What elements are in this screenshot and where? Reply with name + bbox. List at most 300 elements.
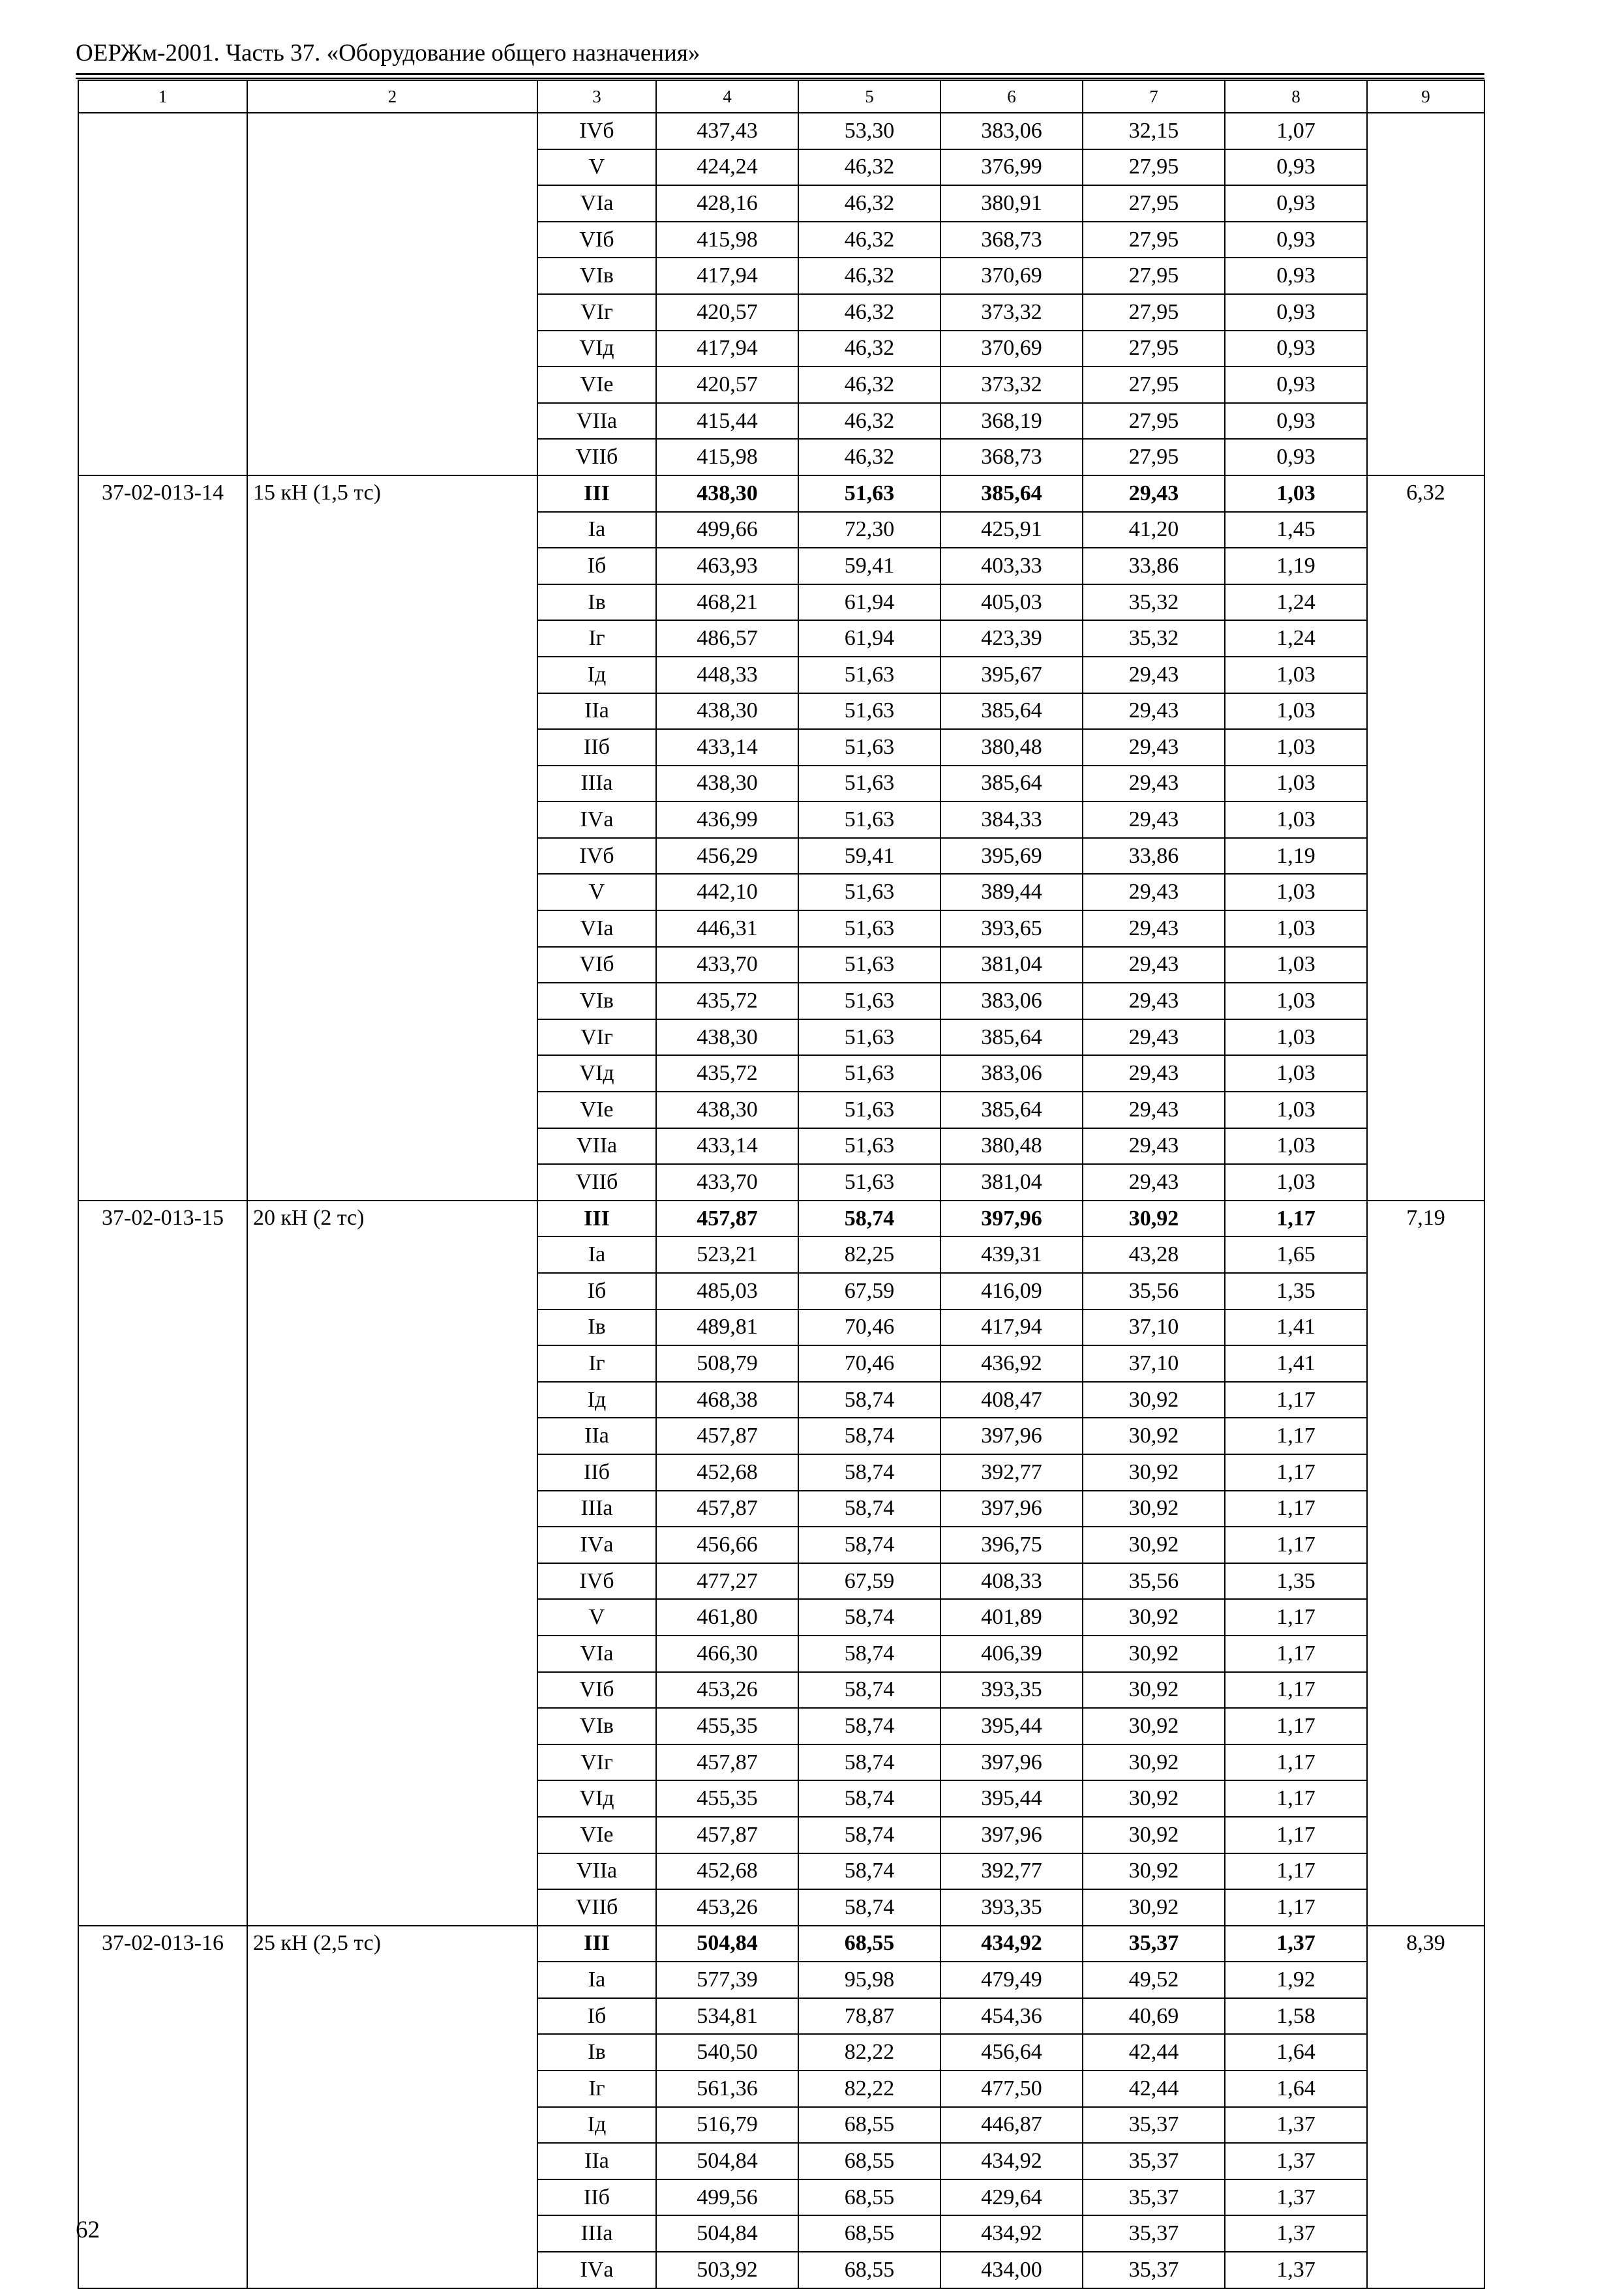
total-cost-cell: 508,79 <box>656 1345 798 1382</box>
machine-cost-cell: 392,77 <box>940 1853 1083 1890</box>
region-zone-cell: VIIб <box>537 1164 656 1201</box>
materials-cell: 1,17 <box>1225 1672 1367 1709</box>
machine-cost-cell: 385,64 <box>940 475 1083 512</box>
machine-cost-cell: 393,35 <box>940 1889 1083 1926</box>
name-cell: 15 кН (1,5 тс) <box>247 475 537 1201</box>
total-cost-cell: 463,93 <box>656 548 798 584</box>
materials-cell: 0,93 <box>1225 258 1367 294</box>
operator-wages-cell: 30,92 <box>1083 1382 1225 1418</box>
operator-wages-cell: 30,92 <box>1083 1599 1225 1636</box>
region-zone-cell: IIб <box>537 1454 656 1491</box>
machine-cost-cell: 384,33 <box>940 801 1083 838</box>
total-cost-cell: 457,87 <box>656 1744 798 1781</box>
total-cost-cell: 442,10 <box>656 874 798 910</box>
machine-cost-cell: 395,44 <box>940 1708 1083 1744</box>
operator-wages-cell: 29,43 <box>1083 1128 1225 1165</box>
wages-cell: 59,41 <box>798 838 940 875</box>
region-zone-cell: IIа <box>537 693 656 730</box>
operator-wages-cell: 29,43 <box>1083 729 1225 766</box>
machine-cost-cell: 383,06 <box>940 983 1083 1019</box>
region-zone-cell: V <box>537 874 656 910</box>
materials-cell: 1,19 <box>1225 548 1367 584</box>
region-zone-cell: IVб <box>537 113 656 149</box>
machine-cost-cell: 397,96 <box>940 1817 1083 1853</box>
materials-cell: 1,37 <box>1225 2143 1367 2179</box>
materials-cell: 1,41 <box>1225 1309 1367 1346</box>
wages-cell: 68,55 <box>798 2252 940 2288</box>
column-number: 7 <box>1083 80 1225 113</box>
wages-cell: 51,63 <box>798 766 940 802</box>
total-cost-cell: 461,80 <box>656 1599 798 1636</box>
region-zone-cell: IIIа <box>537 766 656 802</box>
total-cost-cell: 523,21 <box>656 1236 798 1273</box>
total-cost-cell: 417,94 <box>656 331 798 367</box>
total-cost-cell: 433,14 <box>656 1128 798 1165</box>
column-number: 3 <box>537 80 656 113</box>
materials-cell: 1,03 <box>1225 947 1367 983</box>
operator-wages-cell: 42,44 <box>1083 2071 1225 2107</box>
operator-wages-cell: 30,92 <box>1083 1491 1225 1527</box>
total-cost-cell: 433,70 <box>656 1164 798 1201</box>
total-cost-cell: 438,30 <box>656 766 798 802</box>
wages-cell: 58,74 <box>798 1201 940 1237</box>
machine-cost-cell: 434,00 <box>940 2252 1083 2288</box>
wages-cell: 78,87 <box>798 1998 940 2035</box>
wages-cell: 58,74 <box>798 1491 940 1527</box>
header-rule-thin <box>76 78 1484 79</box>
machine-cost-cell: 403,33 <box>940 548 1083 584</box>
materials-cell: 1,17 <box>1225 1889 1367 1926</box>
operator-wages-cell: 30,92 <box>1083 1636 1225 1672</box>
wages-cell: 58,74 <box>798 1636 940 1672</box>
operator-wages-cell: 35,37 <box>1083 2215 1225 2252</box>
materials-cell: 1,24 <box>1225 620 1367 657</box>
region-zone-cell: Iв <box>537 1309 656 1346</box>
region-zone-cell: VIг <box>537 294 656 331</box>
machine-cost-cell: 397,96 <box>940 1491 1083 1527</box>
machine-cost-cell: 397,96 <box>940 1744 1083 1781</box>
operator-wages-cell: 37,10 <box>1083 1309 1225 1346</box>
region-zone-cell: Iб <box>537 1998 656 2035</box>
machine-cost-cell: 385,64 <box>940 766 1083 802</box>
region-zone-cell: VIб <box>537 947 656 983</box>
materials-cell: 0,93 <box>1225 149 1367 186</box>
total-cost-cell: 435,72 <box>656 983 798 1019</box>
total-cost-cell: 504,84 <box>656 2143 798 2179</box>
total-cost-cell: 457,87 <box>656 1418 798 1454</box>
region-zone-cell: Iд <box>537 1382 656 1418</box>
wages-cell: 58,74 <box>798 1527 940 1563</box>
table-row <box>78 1926 1484 1962</box>
wages-cell: 51,63 <box>798 657 940 693</box>
materials-cell: 1,35 <box>1225 1563 1367 1600</box>
operator-wages-cell: 30,92 <box>1083 1672 1225 1709</box>
region-zone-cell: Iв <box>537 2034 656 2071</box>
machine-cost-cell: 395,67 <box>940 657 1083 693</box>
region-zone-cell: Iг <box>537 1345 656 1382</box>
total-cost-cell: 420,57 <box>656 294 798 331</box>
region-zone-cell: VIб <box>537 222 656 258</box>
machine-cost-cell: 434,92 <box>940 2143 1083 2179</box>
region-zone-cell: IIIа <box>537 2215 656 2252</box>
total-cost-cell: 577,39 <box>656 1962 798 1998</box>
total-cost-cell: 433,70 <box>656 947 798 983</box>
wages-cell: 46,32 <box>798 149 940 186</box>
page-number: 62 <box>76 2217 100 2243</box>
operator-wages-cell: 30,92 <box>1083 1708 1225 1744</box>
total-cost-cell: 452,68 <box>656 1853 798 1890</box>
total-cost-cell: 504,84 <box>656 2215 798 2252</box>
total-cost-cell: 436,99 <box>656 801 798 838</box>
region-zone-cell: Iб <box>537 1273 656 1309</box>
column-number: 9 <box>1367 80 1484 113</box>
operator-wages-cell: 27,95 <box>1083 149 1225 186</box>
operator-wages-cell: 27,95 <box>1083 258 1225 294</box>
operator-wages-cell: 29,43 <box>1083 1019 1225 1056</box>
region-zone-cell: VIг <box>537 1019 656 1056</box>
operator-wages-cell: 29,43 <box>1083 910 1225 947</box>
total-cost-cell: 561,36 <box>656 2071 798 2107</box>
wages-cell: 51,63 <box>798 729 940 766</box>
region-zone-cell: VIд <box>537 331 656 367</box>
wages-cell: 68,55 <box>798 2179 940 2216</box>
machine-cost-cell: 383,06 <box>940 113 1083 149</box>
total-cost-cell: 499,66 <box>656 512 798 548</box>
wages-cell: 58,74 <box>798 1853 940 1890</box>
code-cell: 37-02-013-14 <box>78 475 247 1201</box>
machine-cost-cell: 479,49 <box>940 1962 1083 1998</box>
operator-wages-cell: 29,43 <box>1083 475 1225 512</box>
region-zone-cell: IVа <box>537 2252 656 2288</box>
materials-cell: 1,35 <box>1225 1273 1367 1309</box>
materials-cell: 1,37 <box>1225 2215 1367 2252</box>
region-zone-cell: VIа <box>537 910 656 947</box>
wages-cell: 82,22 <box>798 2034 940 2071</box>
machine-cost-cell: 439,31 <box>940 1236 1083 1273</box>
region-zone-cell: VIIб <box>537 439 656 475</box>
wages-cell: 82,25 <box>798 1236 940 1273</box>
materials-cell: 0,93 <box>1225 403 1367 440</box>
machine-cost-cell: 368,19 <box>940 403 1083 440</box>
region-zone-cell: IVб <box>537 838 656 875</box>
total-cost-cell: 477,27 <box>656 1563 798 1600</box>
materials-cell: 1,17 <box>1225 1599 1367 1636</box>
col9-cell: 7,19 <box>1367 1201 1484 1926</box>
operator-wages-cell: 35,32 <box>1083 584 1225 621</box>
operator-wages-cell: 33,86 <box>1083 838 1225 875</box>
wages-cell: 58,74 <box>798 1744 940 1781</box>
operator-wages-cell: 27,95 <box>1083 222 1225 258</box>
region-zone-cell: III <box>537 475 656 512</box>
wages-cell: 51,63 <box>798 1128 940 1165</box>
operator-wages-cell: 27,95 <box>1083 185 1225 222</box>
materials-cell: 1,03 <box>1225 1164 1367 1201</box>
wages-cell: 68,55 <box>798 2107 940 2144</box>
materials-cell: 1,17 <box>1225 1744 1367 1781</box>
wages-cell: 51,63 <box>798 1092 940 1128</box>
operator-wages-cell: 35,37 <box>1083 2107 1225 2144</box>
machine-cost-cell: 454,36 <box>940 1998 1083 2035</box>
region-zone-cell: IIб <box>537 2179 656 2216</box>
table-body <box>78 80 1484 2288</box>
total-cost-cell: 534,81 <box>656 1998 798 2035</box>
machine-cost-cell: 396,75 <box>940 1527 1083 1563</box>
operator-wages-cell: 41,20 <box>1083 512 1225 548</box>
machine-cost-cell: 373,32 <box>940 367 1083 403</box>
machine-cost-cell: 408,47 <box>940 1382 1083 1418</box>
machine-cost-cell: 385,64 <box>940 1019 1083 1056</box>
materials-cell: 1,17 <box>1225 1817 1367 1853</box>
materials-cell: 1,03 <box>1225 475 1367 512</box>
total-cost-cell: 433,14 <box>656 729 798 766</box>
materials-cell: 1,17 <box>1225 1780 1367 1817</box>
total-cost-cell: 457,87 <box>656 1201 798 1237</box>
operator-wages-cell: 43,28 <box>1083 1236 1225 1273</box>
machine-cost-cell: 393,35 <box>940 1672 1083 1709</box>
region-zone-cell: VIб <box>537 1672 656 1709</box>
materials-cell: 1,17 <box>1225 1853 1367 1890</box>
column-number: 8 <box>1225 80 1367 113</box>
region-zone-cell: III <box>537 1201 656 1237</box>
total-cost-cell: 438,30 <box>656 693 798 730</box>
machine-cost-cell: 395,69 <box>940 838 1083 875</box>
wages-cell: 46,32 <box>798 439 940 475</box>
materials-cell: 1,03 <box>1225 1019 1367 1056</box>
wages-cell: 51,63 <box>798 983 940 1019</box>
wages-cell: 59,41 <box>798 548 940 584</box>
machine-cost-cell: 434,92 <box>940 2215 1083 2252</box>
region-zone-cell: VIIа <box>537 403 656 440</box>
region-zone-cell: IVа <box>537 801 656 838</box>
total-cost-cell: 466,30 <box>656 1636 798 1672</box>
wages-cell: 68,55 <box>798 2143 940 2179</box>
materials-cell: 1,65 <box>1225 1236 1367 1273</box>
wages-cell: 51,63 <box>798 693 940 730</box>
materials-cell: 1,03 <box>1225 983 1367 1019</box>
wages-cell: 51,63 <box>798 910 940 947</box>
materials-cell: 1,92 <box>1225 1962 1367 1998</box>
materials-cell: 1,37 <box>1225 2179 1367 2216</box>
operator-wages-cell: 30,92 <box>1083 1853 1225 1890</box>
machine-cost-cell: 368,73 <box>940 439 1083 475</box>
total-cost-cell: 415,98 <box>656 439 798 475</box>
total-cost-cell: 489,81 <box>656 1309 798 1346</box>
machine-cost-cell: 385,64 <box>940 693 1083 730</box>
operator-wages-cell: 29,43 <box>1083 1092 1225 1128</box>
region-zone-cell: IVб <box>537 1563 656 1600</box>
materials-cell: 1,03 <box>1225 910 1367 947</box>
total-cost-cell: 486,57 <box>656 620 798 657</box>
wages-cell: 51,63 <box>798 874 940 910</box>
operator-wages-cell: 30,92 <box>1083 1454 1225 1491</box>
wages-cell: 51,63 <box>798 1019 940 1056</box>
materials-cell: 1,03 <box>1225 874 1367 910</box>
region-zone-cell: VIв <box>537 983 656 1019</box>
operator-wages-cell: 30,92 <box>1083 1817 1225 1853</box>
materials-cell: 1,03 <box>1225 729 1367 766</box>
region-zone-cell: Iа <box>537 1236 656 1273</box>
operator-wages-cell: 29,43 <box>1083 947 1225 983</box>
code-cell: 37-02-013-15 <box>78 1201 247 1926</box>
machine-cost-cell: 383,06 <box>940 1055 1083 1092</box>
region-zone-cell: IIIа <box>537 1491 656 1527</box>
wages-cell: 70,46 <box>798 1345 940 1382</box>
column-number-row <box>78 80 1484 113</box>
operator-wages-cell: 29,43 <box>1083 693 1225 730</box>
machine-cost-cell: 393,65 <box>940 910 1083 947</box>
materials-cell: 1,17 <box>1225 1527 1367 1563</box>
col9-cell <box>1367 113 1484 475</box>
name-cell: 20 кН (2 тс) <box>247 1201 537 1926</box>
materials-cell: 1,17 <box>1225 1708 1367 1744</box>
machine-cost-cell: 434,92 <box>940 1926 1083 1962</box>
total-cost-cell: 457,87 <box>656 1491 798 1527</box>
machine-cost-cell: 429,64 <box>940 2179 1083 2216</box>
wages-cell: 61,94 <box>798 620 940 657</box>
machine-cost-cell: 380,48 <box>940 729 1083 766</box>
materials-cell: 1,17 <box>1225 1491 1367 1527</box>
total-cost-cell: 452,68 <box>656 1454 798 1491</box>
total-cost-cell: 420,57 <box>656 367 798 403</box>
materials-cell: 1,07 <box>1225 113 1367 149</box>
operator-wages-cell: 37,10 <box>1083 1345 1225 1382</box>
region-zone-cell: VIа <box>537 1636 656 1672</box>
materials-cell: 1,17 <box>1225 1201 1367 1237</box>
total-cost-cell: 455,35 <box>656 1780 798 1817</box>
operator-wages-cell: 30,92 <box>1083 1418 1225 1454</box>
materials-cell: 0,93 <box>1225 185 1367 222</box>
total-cost-cell: 516,79 <box>656 2107 798 2144</box>
machine-cost-cell: 405,03 <box>940 584 1083 621</box>
machine-cost-cell: 395,44 <box>940 1780 1083 1817</box>
region-zone-cell: VIе <box>537 1817 656 1853</box>
operator-wages-cell: 29,43 <box>1083 983 1225 1019</box>
column-number: 5 <box>798 80 940 113</box>
total-cost-cell: 455,35 <box>656 1708 798 1744</box>
wages-cell: 46,32 <box>798 331 940 367</box>
wages-cell: 58,74 <box>798 1780 940 1817</box>
region-zone-cell: VIд <box>537 1780 656 1817</box>
name-cell: 25 кН (2,5 тс) <box>247 1926 537 2288</box>
region-zone-cell: Iа <box>537 1962 656 1998</box>
machine-cost-cell: 406,39 <box>940 1636 1083 1672</box>
machine-cost-cell: 370,69 <box>940 331 1083 367</box>
region-zone-cell: IIа <box>537 2143 656 2179</box>
total-cost-cell: 437,43 <box>656 113 798 149</box>
region-zone-cell: VIг <box>537 1744 656 1781</box>
machine-cost-cell: 477,50 <box>940 2071 1083 2107</box>
machine-cost-cell: 401,89 <box>940 1599 1083 1636</box>
materials-cell: 1,24 <box>1225 584 1367 621</box>
operator-wages-cell: 29,43 <box>1083 874 1225 910</box>
machine-cost-cell: 397,96 <box>940 1201 1083 1237</box>
page-header-title: ОЕРЖм-2001. Часть 37. «Оборудование общего назначения» <box>76 40 700 67</box>
machine-cost-cell: 408,33 <box>940 1563 1083 1600</box>
region-zone-cell: VIIа <box>537 1853 656 1890</box>
wages-cell: 51,63 <box>798 947 940 983</box>
operator-wages-cell: 49,52 <box>1083 1962 1225 1998</box>
materials-cell: 1,19 <box>1225 838 1367 875</box>
materials-cell: 0,93 <box>1225 439 1367 475</box>
total-cost-cell: 438,30 <box>656 1092 798 1128</box>
operator-wages-cell: 32,15 <box>1083 113 1225 149</box>
region-zone-cell: Iа <box>537 512 656 548</box>
region-zone-cell: Iб <box>537 548 656 584</box>
machine-cost-cell: 416,09 <box>940 1273 1083 1309</box>
total-cost-cell: 415,44 <box>656 403 798 440</box>
total-cost-cell: 453,26 <box>656 1889 798 1926</box>
operator-wages-cell: 35,37 <box>1083 2179 1225 2216</box>
machine-cost-cell: 446,87 <box>940 2107 1083 2144</box>
total-cost-cell: 424,24 <box>656 149 798 186</box>
wages-cell: 46,32 <box>798 222 940 258</box>
wages-cell: 68,55 <box>798 2215 940 2252</box>
total-cost-cell: 456,29 <box>656 838 798 875</box>
table-row <box>78 113 1484 149</box>
machine-cost-cell: 370,69 <box>940 258 1083 294</box>
region-zone-cell: Iг <box>537 620 656 657</box>
table-row <box>78 475 1484 512</box>
materials-cell: 1,03 <box>1225 1055 1367 1092</box>
region-zone-cell: VIIб <box>537 1889 656 1926</box>
region-zone-cell: VIе <box>537 367 656 403</box>
materials-cell: 1,37 <box>1225 2107 1367 2144</box>
operator-wages-cell: 35,37 <box>1083 2143 1225 2179</box>
total-cost-cell: 415,98 <box>656 222 798 258</box>
total-cost-cell: 504,84 <box>656 1926 798 1962</box>
total-cost-cell: 456,66 <box>656 1527 798 1563</box>
wages-cell: 72,30 <box>798 512 940 548</box>
operator-wages-cell: 42,44 <box>1083 2034 1225 2071</box>
column-number: 1 <box>78 80 247 113</box>
total-cost-cell: 428,16 <box>656 185 798 222</box>
code-cell <box>78 113 247 475</box>
machine-cost-cell: 368,73 <box>940 222 1083 258</box>
rates-table <box>78 80 1485 2289</box>
materials-cell: 1,41 <box>1225 1345 1367 1382</box>
operator-wages-cell: 27,95 <box>1083 403 1225 440</box>
machine-cost-cell: 392,77 <box>940 1454 1083 1491</box>
total-cost-cell: 446,31 <box>656 910 798 947</box>
wages-cell: 68,55 <box>798 1926 940 1962</box>
region-zone-cell: VIд <box>537 1055 656 1092</box>
materials-cell: 1,37 <box>1225 1926 1367 1962</box>
wages-cell: 51,63 <box>798 801 940 838</box>
wages-cell: 51,63 <box>798 1055 940 1092</box>
region-zone-cell: Iд <box>537 2107 656 2144</box>
region-zone-cell: Iг <box>537 2071 656 2107</box>
operator-wages-cell: 30,92 <box>1083 1889 1225 1926</box>
materials-cell: 0,93 <box>1225 222 1367 258</box>
wages-cell: 51,63 <box>798 1164 940 1201</box>
machine-cost-cell: 385,64 <box>940 1092 1083 1128</box>
machine-cost-cell: 380,91 <box>940 185 1083 222</box>
total-cost-cell: 540,50 <box>656 2034 798 2071</box>
wages-cell: 95,98 <box>798 1962 940 1998</box>
operator-wages-cell: 35,56 <box>1083 1273 1225 1309</box>
machine-cost-cell: 373,32 <box>940 294 1083 331</box>
region-zone-cell: VIе <box>537 1092 656 1128</box>
operator-wages-cell: 29,43 <box>1083 657 1225 693</box>
materials-cell: 1,58 <box>1225 1998 1367 2035</box>
wages-cell: 58,74 <box>798 1418 940 1454</box>
materials-cell: 1,17 <box>1225 1382 1367 1418</box>
total-cost-cell: 485,03 <box>656 1273 798 1309</box>
machine-cost-cell: 425,91 <box>940 512 1083 548</box>
wages-cell: 58,74 <box>798 1708 940 1744</box>
materials-cell: 1,03 <box>1225 693 1367 730</box>
total-cost-cell: 503,92 <box>656 2252 798 2288</box>
